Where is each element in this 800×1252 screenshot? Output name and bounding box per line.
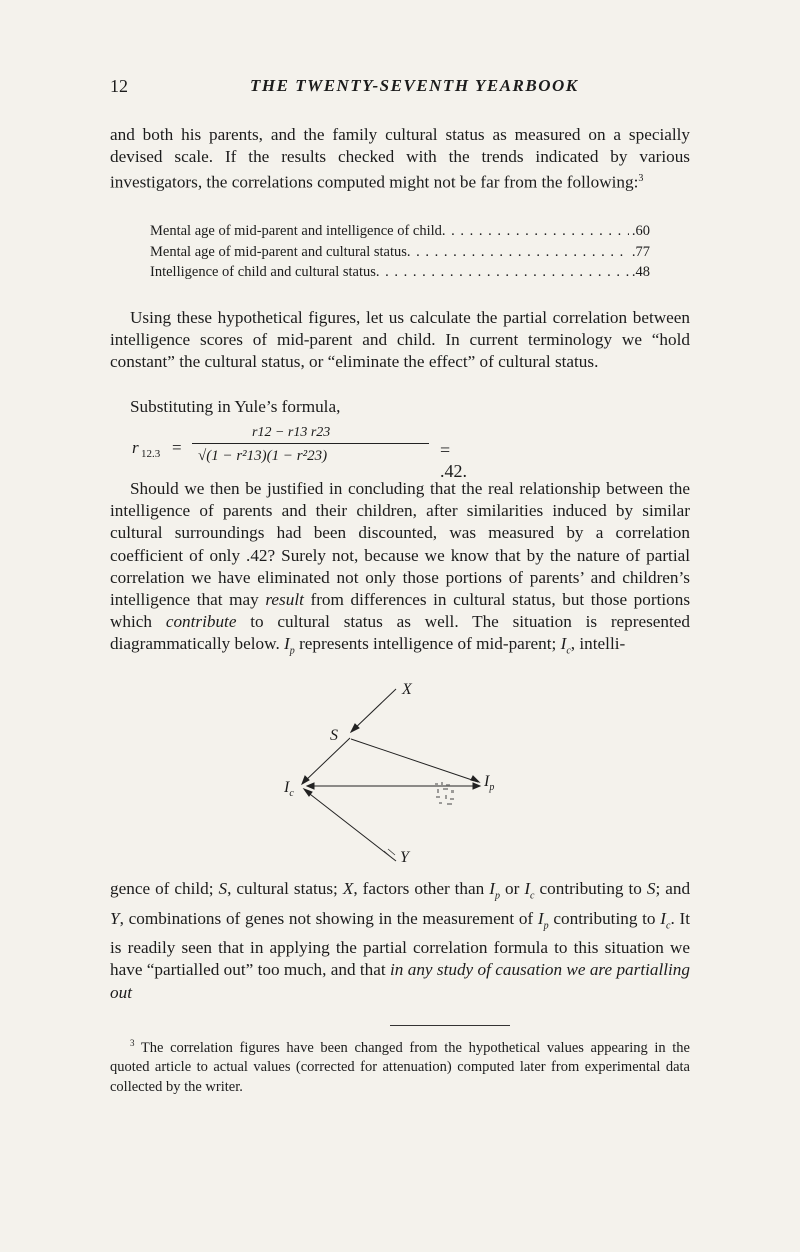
var-ic: $I_c$ (660, 908, 671, 932)
formula-lhs-subscript: 12.3 (141, 448, 161, 460)
p4-b: from differences in cultural status, but those portions which (110, 590, 691, 632)
page-number: 12 (110, 76, 128, 96)
var-ic: $I_c$ (560, 634, 571, 657)
correlation-value: .60 (631, 223, 650, 239)
correlation-label: Intelligence of child and cultural status (150, 264, 376, 280)
hatch-mark (384, 851, 392, 858)
paragraph-1 (110, 124, 690, 194)
p5-h: contributing to (553, 908, 656, 928)
paragraph-4 (110, 478, 690, 663)
diagram-arrows (300, 683, 540, 863)
leader-dots (442, 221, 629, 242)
diagram-label-s: S (330, 727, 338, 744)
running-head: THE TWENTY-SEVENTH YEARBOOK (250, 76, 579, 95)
paragraph-2-text: Using these hypothetical figures, let us calculate the partial correlation between intelligence scores of mid-parent and child. In current terminology we “hold constant” the cultural status, or “eliminate the effect” of cultural status. (110, 308, 690, 372)
arrow-x-to-s (351, 689, 396, 732)
paragraph-2 (110, 307, 690, 374)
p5-b: , cultural status; (227, 879, 338, 898)
print-smudge (433, 780, 459, 810)
arrowhead-ic-left (307, 783, 314, 789)
arrow-s-to-ic (303, 738, 350, 783)
var-y: Y (110, 908, 120, 928)
diagram-label-ip: $I_p$ (484, 773, 495, 794)
p4-c: to cultural status as well. The situation is represented diagrammatically below. (110, 612, 691, 654)
p5-f: ; and (655, 879, 691, 898)
arrowhead-ic-from-s (302, 776, 309, 784)
p4-em-contribute: contribute (165, 612, 237, 632)
paragraph-1-text: and both his parents, and the family cultural status as measured on a specially devised scale. If the results checked with the trends indicated by various investigators, the correlations computed might not be far from the following: (110, 125, 690, 193)
p5-d: or (504, 879, 520, 898)
formula-equals: = (172, 438, 182, 457)
line-s-to-ip (351, 739, 478, 782)
correlation-table (150, 221, 650, 283)
var-ic: $I_c$ (524, 879, 535, 902)
p4-d: represents intelligence of mid-parent; (299, 634, 557, 654)
var-ip: $I_p$ (284, 634, 295, 657)
correlation-row (150, 262, 650, 283)
diagram-label-y: Y (400, 849, 409, 866)
causal-diagram (284, 681, 540, 866)
p4-em-result: result (265, 590, 304, 610)
correlation-row (150, 221, 650, 242)
formula-lhs-r: r (132, 438, 139, 457)
diagram-label-ic: $I_c$ (284, 779, 294, 800)
p5-e: contributing to (539, 879, 642, 898)
arrow-y-to-ic (306, 791, 396, 861)
arrowhead-ip-right (473, 783, 480, 789)
footnote (110, 1034, 690, 1097)
var-s: S (646, 879, 656, 898)
page-header (110, 76, 690, 100)
footnote-ref: 3 (638, 173, 644, 185)
fraction-bar (192, 443, 429, 444)
paragraph-5-text (110, 878, 690, 1004)
p5-a: gence of child; (110, 879, 214, 898)
var-s: S (218, 879, 228, 898)
correlation-row (150, 242, 650, 263)
formula-denominator: √(1 − r²13)(1 − r²23) (198, 448, 328, 464)
correlation-label: Mental age of mid-parent and intelligence of child (150, 223, 442, 239)
p4-e: , intelli- (570, 634, 626, 654)
correlation-value: .48 (631, 264, 650, 280)
arrowhead-ip-top (471, 776, 479, 782)
diagram-label-x: X (402, 681, 412, 698)
var-ip: $I_p$ (537, 908, 549, 932)
p4-a: Should we then be justified in concluding that the real relationship between the intelligence of parents and their children, after similarities induced by similar cultural surroundings had been discounted, was measured by a correlation coefficient of only .42? Surely not, because we know that by the nature of partial correlation we have eliminated not only those portions of parents’ and children’s intelligence that may (110, 479, 690, 610)
p5-g: , combinations of genes not showing in the measurement of (119, 908, 534, 928)
paragraph-3 (110, 396, 690, 418)
paragraph-5 (110, 878, 690, 1004)
footnote-text: The correlation figures have been changed from the hypothetical values appearing in the quoted article to actual values (corrected for attenuation) computed later from experimental data collected by the writer. (110, 1039, 690, 1095)
p5-c: , factors other than (353, 879, 485, 898)
var-x: X (342, 879, 354, 898)
correlation-label: Mental age of mid-parent and cultural status (150, 243, 407, 260)
hatch-mark (388, 849, 395, 855)
paragraph-3-text: Substituting in Yule’s formula, (130, 397, 341, 416)
formula-numerator: r12 − r13 r23 (252, 425, 331, 440)
correlation-value: .77 (631, 243, 650, 260)
p5-em: in any study of causation we are partialling out (110, 960, 690, 1002)
p5-i: . It is readily seen that in applying the partial correlation formula to this situation we have “partialled out” too much, and that (110, 908, 691, 980)
footnote-mark: 3 (130, 1038, 135, 1048)
paragraph-4-text (110, 478, 690, 663)
footnote-rule (390, 1025, 510, 1026)
formula-result: = .42. (440, 440, 467, 481)
var-ip: $I_p$ (489, 879, 500, 902)
leader-dots (376, 262, 629, 283)
leader-dots (407, 242, 629, 263)
